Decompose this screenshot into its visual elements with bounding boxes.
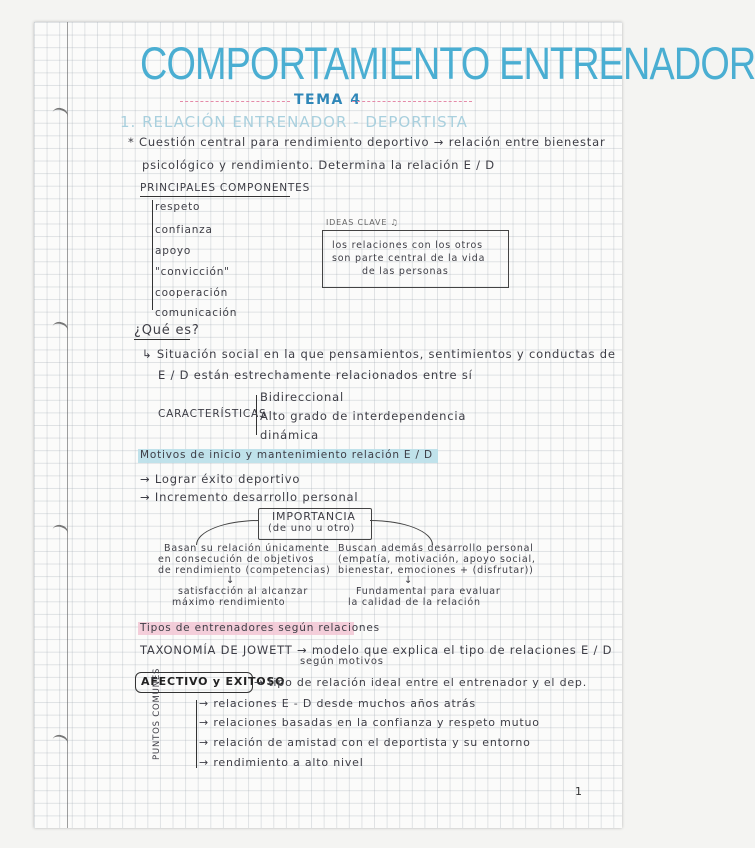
motives-heading: Motivos de inicio y mantenimiento relación E / D — [140, 449, 433, 461]
afectivo-label: AFECTIVO y EXITOSO — [141, 675, 286, 688]
definition-text: E / D están estrechamente relacionados entre sí — [158, 368, 473, 382]
right-result-text: la calidad de la relación — [348, 597, 481, 608]
idea-clave-text: los relaciones con los otros — [332, 240, 483, 251]
idea-clave-label: IDEAS CLAVE ♫ — [326, 218, 399, 227]
characteristic-item: dinámica — [260, 428, 319, 442]
component-item: confianza — [155, 224, 213, 236]
question-heading: ¿Qué es? — [134, 323, 200, 338]
idea-clave-text: son parte central de la vida — [332, 253, 486, 264]
common-point: → relaciones E - D desde muchos años atrás — [199, 697, 476, 710]
common-point: → relación de amistad con el deportista y su entorno — [199, 736, 531, 749]
section-heading: 1. RELACIÓN ENTRENADOR - DEPORTISTA — [120, 113, 468, 131]
page-number: 1 — [575, 785, 582, 798]
taxonomy-text: TAXONOMÍA DE JOWETT → modelo que explica el tipo de relaciones E / D — [140, 643, 613, 657]
importance-title: IMPORTANCIA — [272, 510, 356, 523]
bracket-line — [152, 200, 153, 310]
common-points-label: PUNTOS COMUNES — [152, 667, 162, 760]
idea-clave-text: de las personas — [362, 266, 449, 277]
page-title: COMPORTAMIENTO ENTRENADOR — [140, 38, 755, 89]
right-result-text: Fundamental para evaluar — [356, 586, 501, 597]
left-branch-text: Basan su relación únicamente — [164, 543, 330, 554]
afectivo-text: → tipo de relación ideal entre el entrenador y el dep. — [254, 676, 588, 689]
bracket-line — [256, 395, 257, 435]
motive-item: → Lograr éxito deportivo — [140, 472, 301, 486]
bracket-line — [196, 700, 197, 768]
left-branch-text: de rendimiento (competencias) — [158, 565, 331, 576]
taxonomy-text: según motivos — [300, 656, 384, 667]
right-branch-text: (empatía, motivación, apoyo social, — [338, 554, 536, 565]
topic-label: TEMA 4 — [294, 92, 362, 108]
definition-text: ↳ Situación social en la que pensamientos, sentimientos y conductas de — [142, 347, 616, 361]
right-branch-text: bienestar, emociones + (disfrutar)) — [338, 565, 534, 576]
intro-text: * Cuestión central para rendimiento deportivo → relación entre bienestar — [128, 135, 606, 149]
intro-text: psicológico y rendimiento. Determina la relación E / D — [142, 158, 495, 172]
characteristic-item: Alto grado de interdependencia — [260, 409, 467, 423]
importance-subtitle: (de uno u otro) — [268, 523, 356, 534]
left-result-text: máximo rendimiento — [172, 597, 286, 608]
underline — [134, 339, 190, 340]
types-heading: Tipos de entrenadores según relaciones — [140, 622, 380, 634]
arrow-down: ↓ — [404, 575, 414, 586]
component-item: apoyo — [155, 245, 192, 257]
characteristic-item: Bidireccional — [260, 390, 344, 404]
component-item: cooperación — [155, 287, 229, 299]
component-item: respeto — [155, 201, 201, 213]
divider — [352, 101, 472, 102]
common-point: → rendimiento a alto nivel — [199, 756, 364, 769]
divider — [180, 101, 290, 102]
left-result-text: satisfacción al alcanzar — [178, 586, 309, 597]
components-heading: PRINCIPALES COMPONENTES — [140, 182, 311, 194]
margin-line — [67, 22, 68, 828]
left-branch-text: en consecución de objetivos — [158, 554, 315, 565]
underline — [140, 196, 290, 197]
motive-item: → Incremento desarrollo personal — [140, 490, 359, 504]
right-branch-text: Buscan además desarrollo personal — [338, 543, 534, 554]
common-point: → relaciones basadas en la confianza y respeto mutuo — [199, 716, 540, 729]
component-item: "convicción" — [155, 266, 230, 278]
component-item: comunicación — [155, 307, 238, 319]
characteristics-label: CARACTERÍSTICAS — [158, 408, 267, 420]
arrow-down: ↓ — [226, 575, 236, 586]
